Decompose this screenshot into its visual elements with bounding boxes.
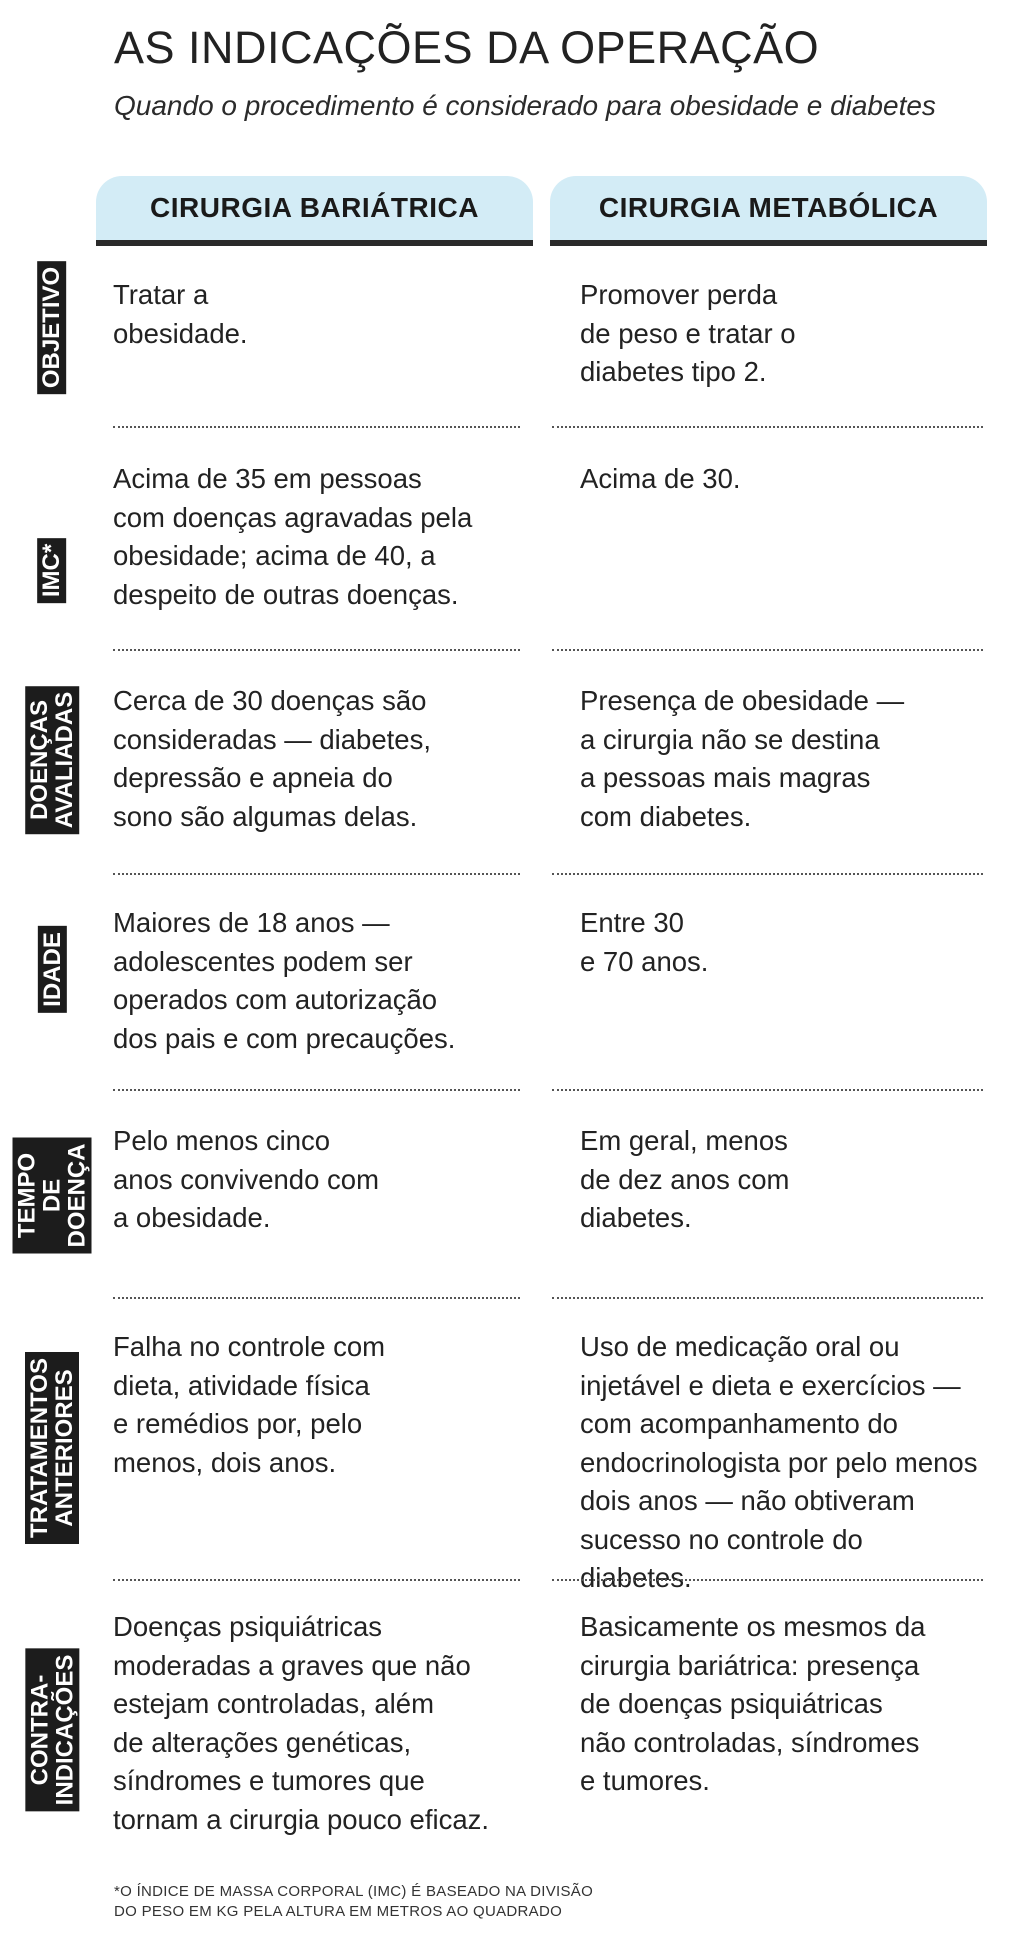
row-label-idade: IDADE [38, 926, 67, 1013]
cell-bariatric-idade: Maiores de 18 anos — adolescentes podem ser operados com autorização dos pais e com precauções. [113, 907, 456, 1054]
cell-bariatric-tempo: Pelo menos cinco anos convivendo com a obesidade. [113, 1125, 379, 1233]
row-label-imc: IMC* [38, 537, 67, 602]
page-title: AS INDICAÇÕES DA OPERAÇÃO [114, 22, 820, 73]
table-row-idade [0, 874, 1024, 1090]
row-label-contraindicacoes: CONTRA- INDICAÇÕES [25, 1649, 79, 1812]
cell-bariatric-doencas: Cerca de 30 doenças são consideradas — diabetes, depressão e apneia do sono são algumas delas. [113, 685, 431, 832]
row-divider [113, 426, 520, 428]
cell-metabolic-idade: Entre 30 e 70 anos. [580, 907, 709, 977]
cell-metabolic-tempo: Em geral, menos de dez anos com diabetes. [580, 1125, 790, 1233]
row-label-objetivo: OBJETIVO [38, 260, 67, 393]
cell-bariatric-contraindicacoes: Doenças psiquiátricas moderadas a graves que não estejam controladas, além de alterações genéticas, síndromes e tumores que tornam a cirurgia pouco eficaz. [113, 1611, 490, 1835]
column-header-metabolic: CIRURGIA METABÓLICA [550, 176, 987, 246]
table-row-doencas-avaliadas [0, 650, 1024, 874]
cell-metabolic-doencas: Presença de obesidade — a cirurgia não se destina a pessoas mais magras com diabetes. [580, 685, 905, 832]
table-row-imc [0, 430, 1024, 650]
row-label-tempo-de-doenca: TEMPO DE DOENÇA [13, 1137, 92, 1253]
cell-bariatric-tratamentos: Falha no controle com dieta, atividade física e remédios por, pelo menos, dois anos. [113, 1331, 386, 1478]
row-label-tratamentos-anteriores: TRATAMENTOS ANTERIORES [25, 1352, 79, 1544]
cell-metabolic-contraindicacoes: Basicamente os mesmos da cirurgia bariátrica: presença de doenças psiquiátricas não controladas, síndromes e tumores. [580, 1611, 926, 1796]
cell-metabolic-tratamentos: Uso de medicação oral ou injetável e dieta e exercícios — com acompanhamento do endocrinologista por pelo menos dois anos — não obtiveram sucesso no controle do diabetes. [580, 1331, 978, 1593]
page-subtitle: Quando o procedimento é considerado para obesidade e diabetes [114, 90, 936, 121]
cell-bariatric-imc: Acima de 35 em pessoas com doenças agravadas pela obesidade; acima de 40, a despeito de outras doenças. [113, 463, 473, 610]
footnote: *O ÍNDICE DE MASSA CORPORAL (IMC) É BASEADO NA DIVISÃO DO PESO EM KG PELA ALTURA EM METROS AO QUADRADO [114, 1883, 594, 1920]
table-row-contraindicacoes [0, 1580, 1024, 1870]
cell-bariatric-objetivo: Tratar a obesidade. [113, 279, 248, 349]
table-row-tempo-de-doenca [0, 1090, 1024, 1298]
column-header-bariatric: CIRURGIA BARIÁTRICA [96, 176, 533, 246]
row-label-doencas-avaliadas: DOENÇAS AVALIADAS [25, 686, 79, 834]
row-divider [552, 426, 983, 428]
cell-metabolic-objetivo: Promover perda de peso e tratar o diabetes tipo 2. [580, 279, 796, 387]
cell-metabolic-imc: Acima de 30. [580, 463, 741, 494]
table-row-objetivo [0, 262, 1024, 430]
table-row-tratamentos-anteriores [0, 1298, 1024, 1593]
